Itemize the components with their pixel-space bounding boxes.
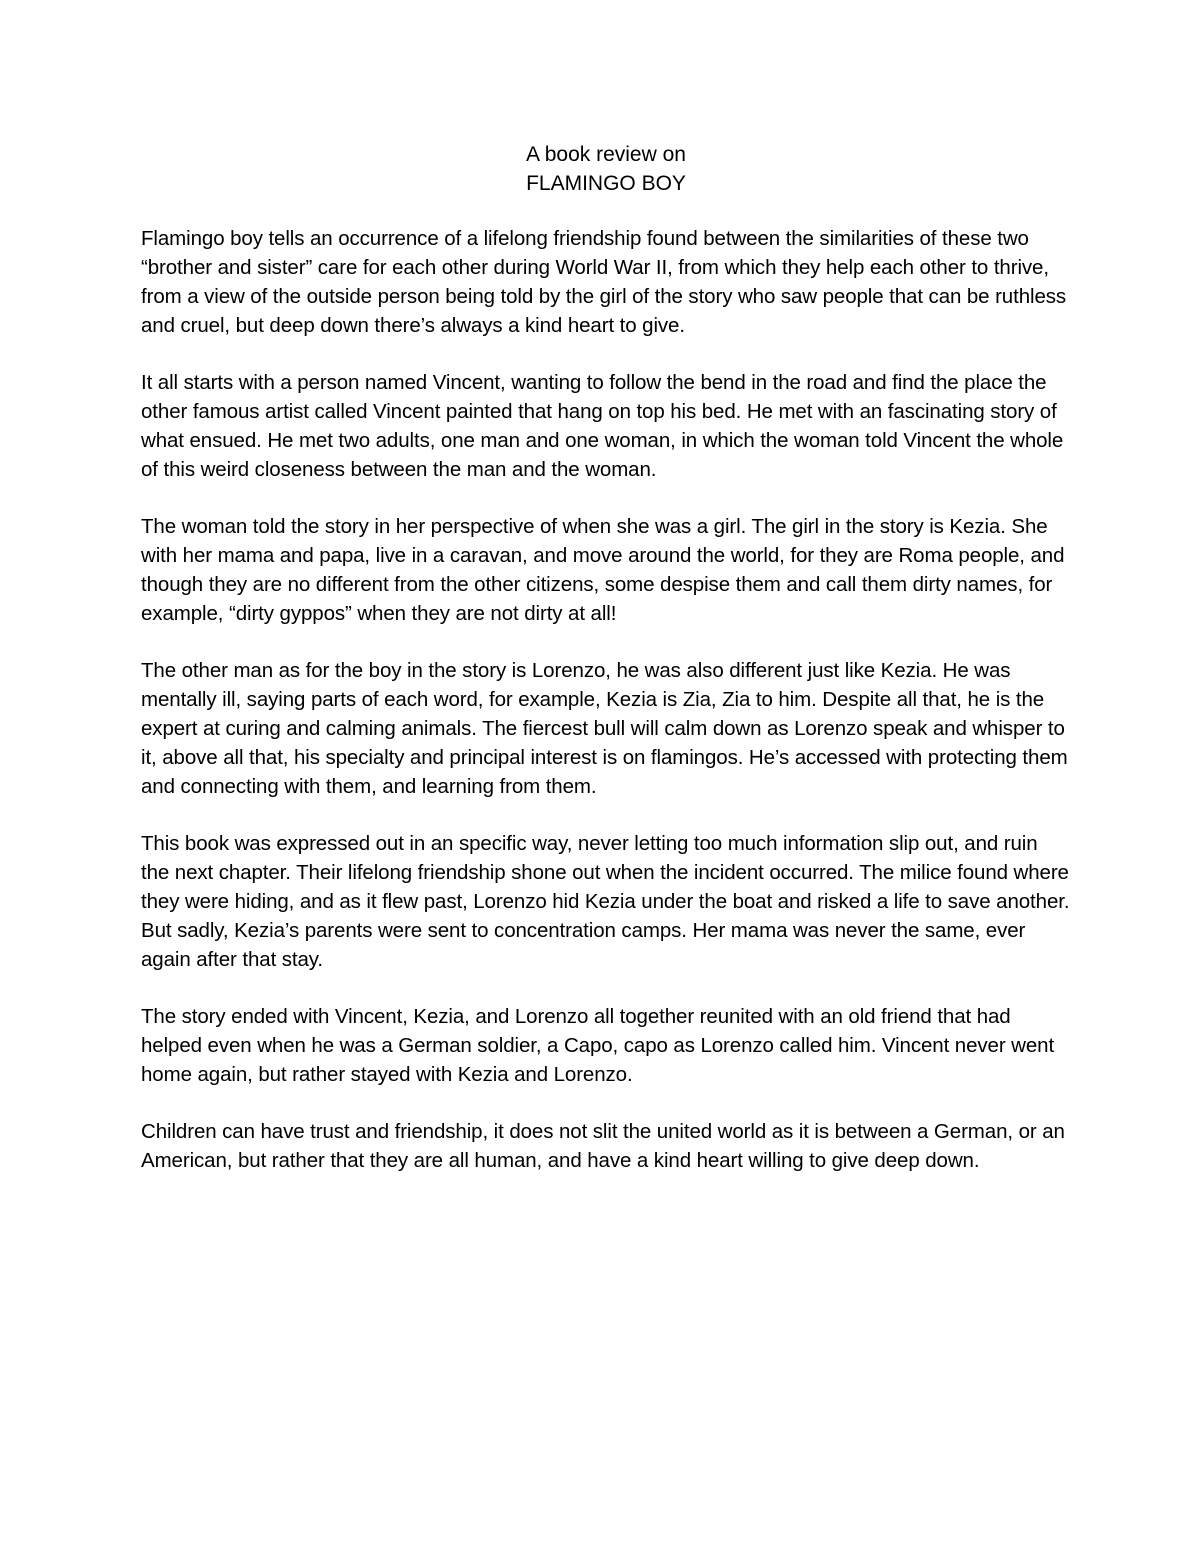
document-body (141, 140, 1071, 1203)
paragraph-ending: The story ended with Vincent, Kezia, and Lorenzo all together reunited with an old friend that had helped even when he was a German soldier, a Capo, capo as Lorenzo called him. Vincent never went home again, but rather stayed with Kezia and Lorenzo. (141, 1005, 1055, 1086)
paragraph-style: This book was expressed out in an specific way, never letting too much information slip out, and ruin the next chapter. Their lifelong friendship shone out when the incident occurred. The milice found where they were hiding, and as it flew past, Lorenzo hid Kezia under the boat and risked a life to save another. But sadly, Kezia’s parents were sent to concentration camps. Her mama was never the same, ever again after that stay. (141, 832, 1070, 971)
paragraph-kezia: The woman told the story in her perspective of when she was a girl. The girl in the story is Kezia. She with her mama and papa, live in a caravan, and move around the world, for they are Roma people, and though they are no different from the other citizens, some despise them and call them dirty names, for example, “dirty gyppos” when they are not dirty at all! (141, 515, 1065, 625)
paragraph-lorenzo: The other man as for the boy in the story is Lorenzo, he was also different just like Kezia. He was mentally ill, saying parts of each word, for example, Kezia is Zia, Zia to him. Despite all that, he is the expert at curing and calming animals. The fiercest bull will calm down as Lorenzo speak and whisper to it, above all that, his specialty and principal interest is on flamingos. He’s accessed with protecting them and connecting with them, and learning from them. (141, 659, 1068, 798)
paragraph-intro: Flamingo boy tells an occurrence of a lifelong friendship found between the similarities of these two “brother and sister” care for each other during World War II, from which they help each other to thrive, from a view of the outside person being told by the girl of the story who saw people that can be ruthless and cruel, but deep down there’s always a kind heart to give. (141, 227, 1067, 337)
title-subheading: A book review on (526, 143, 686, 166)
book-title: FLAMINGO BOY (526, 172, 686, 195)
paragraph-vincent: It all starts with a person named Vincent, wanting to follow the bend in the road and find the place the other famous artist called Vincent painted that hang on top his bed. He met with an fascinating story of what ensued. He met two adults, one man and one woman, in which the woman told Vincent the whole of this weird closeness between the man and the woman. (141, 371, 1064, 481)
document-title (141, 140, 1071, 198)
paragraph-conclusion: Children can have trust and friendship, it does not slit the united world as it is between a German, or an American, but rather that they are all human, and have a kind heart willing to give deep down. (141, 1120, 1065, 1172)
